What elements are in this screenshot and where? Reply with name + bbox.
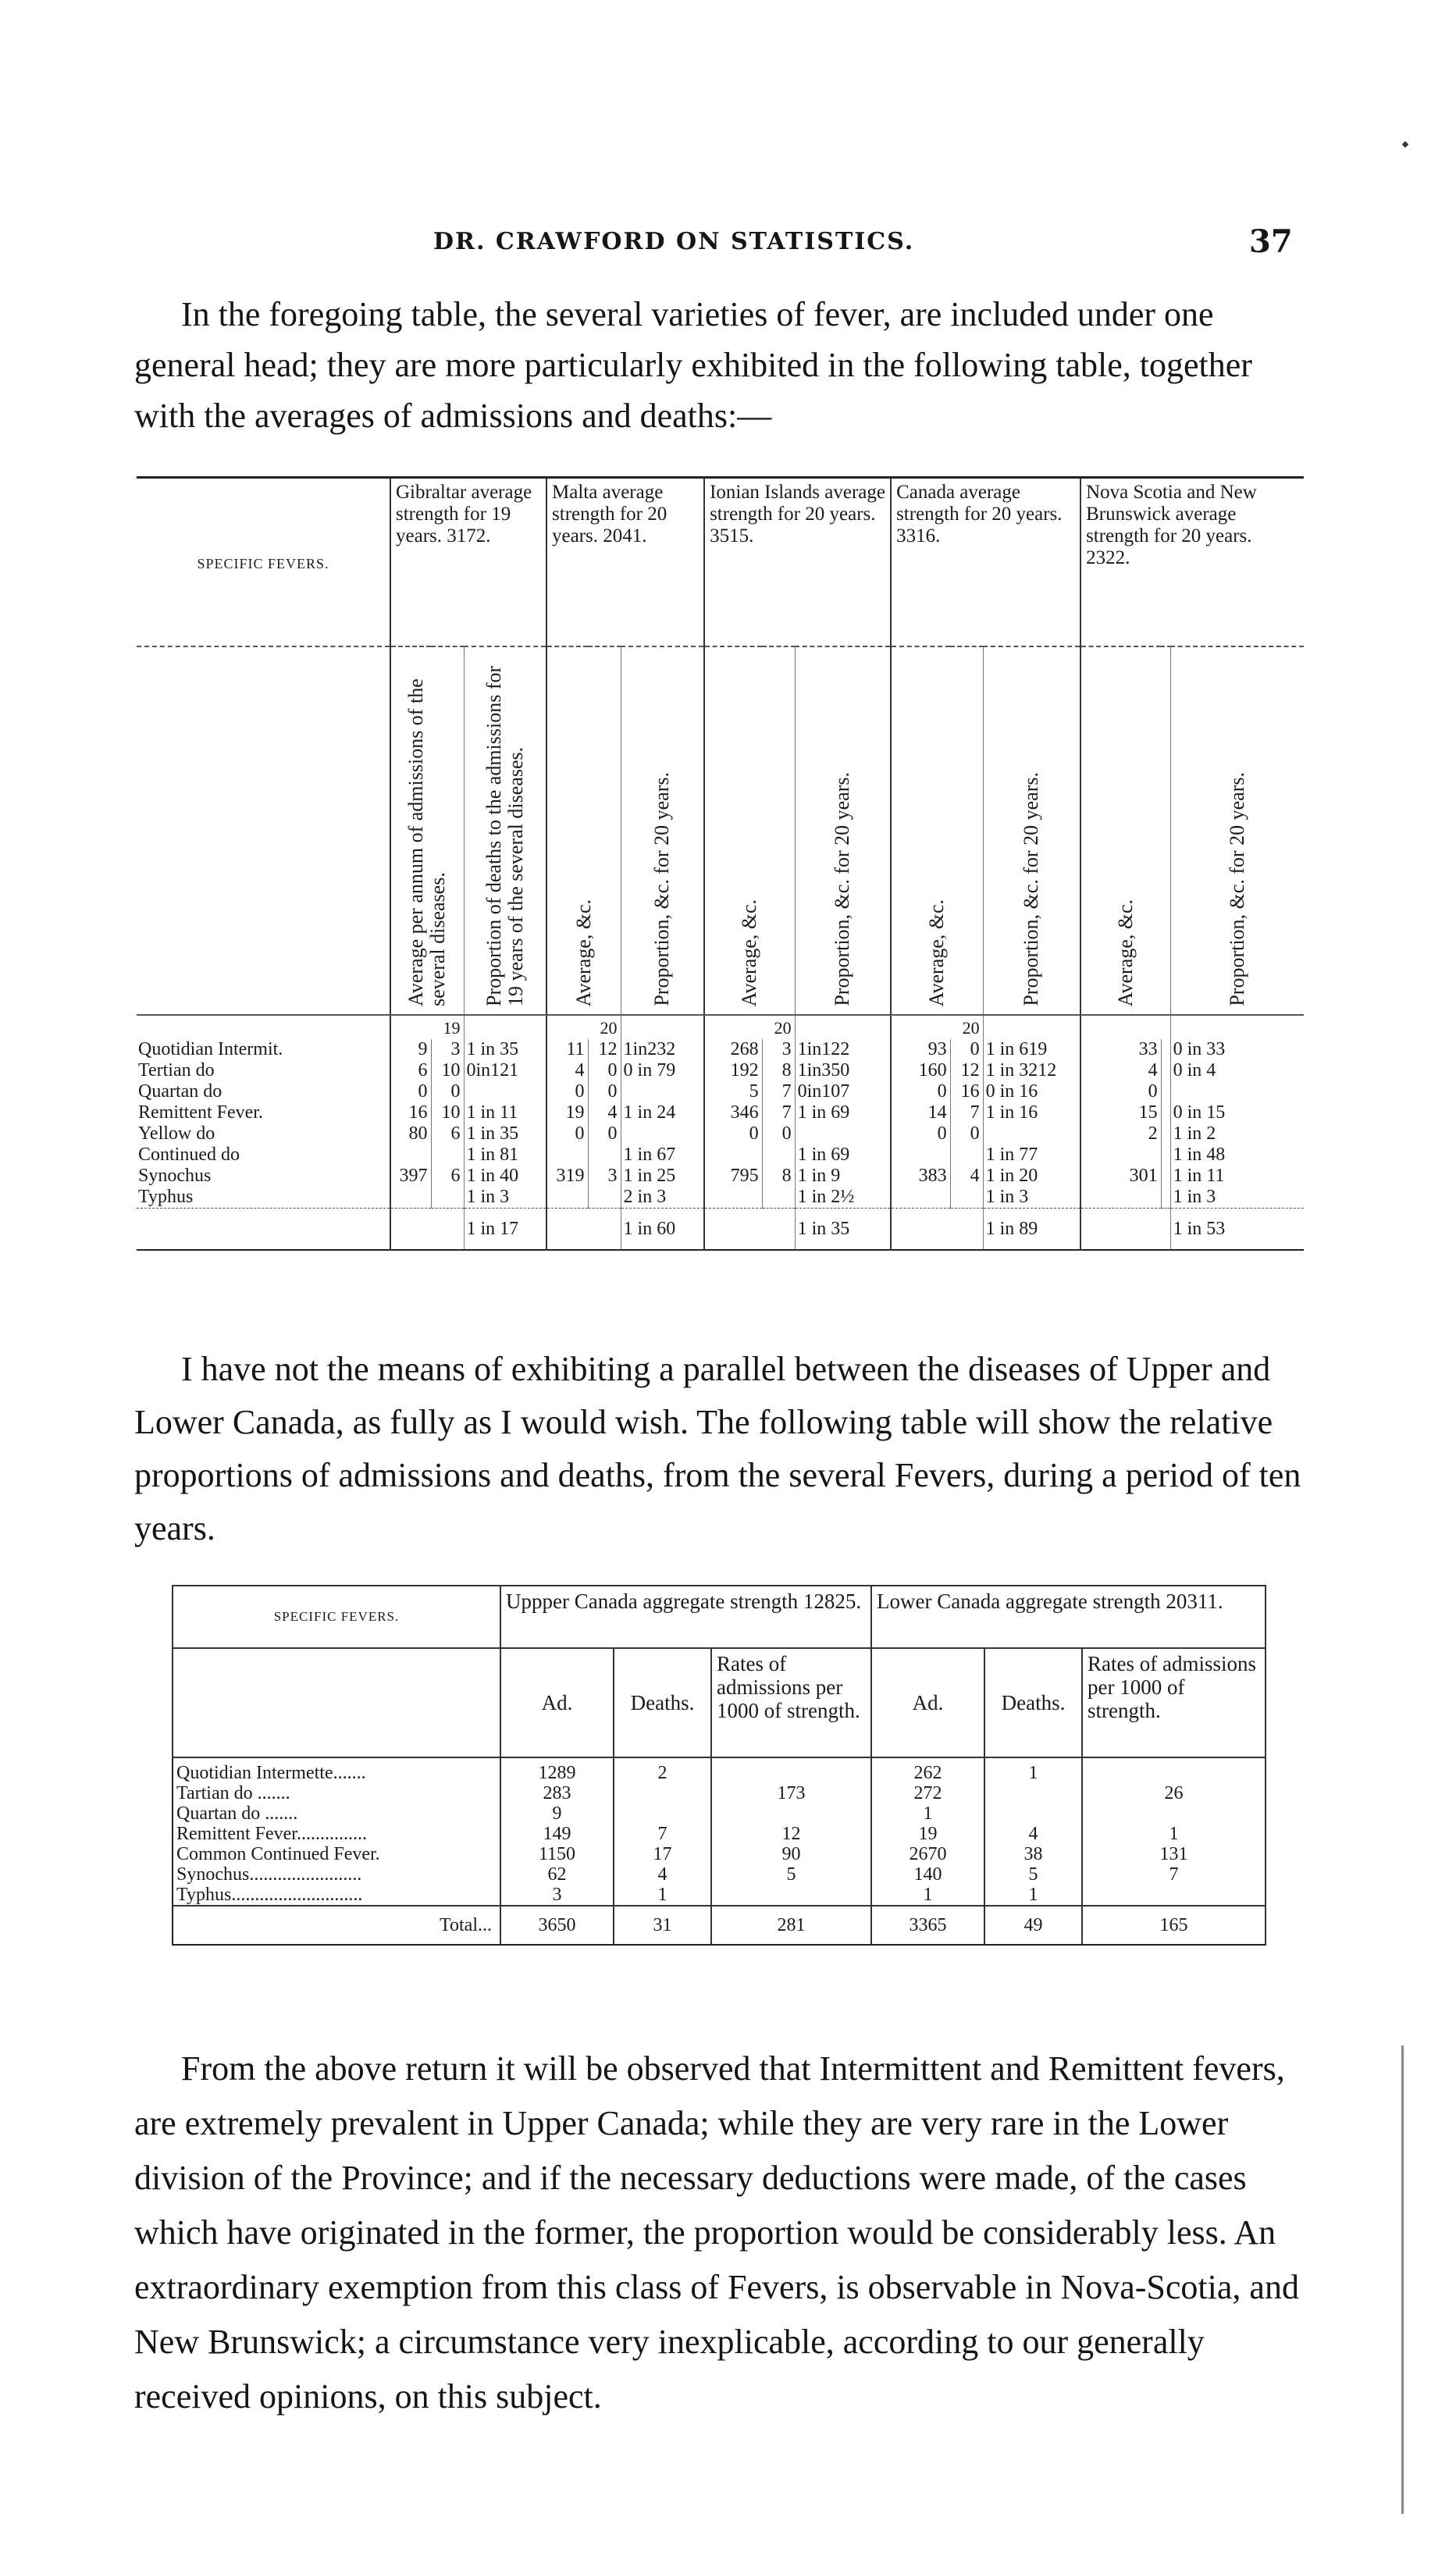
canada-fever-name: Quartan do ....... bbox=[173, 1803, 500, 1824]
canada-proportion-cell: 1 in 16 bbox=[983, 1102, 1080, 1123]
canada-admissions-cell bbox=[891, 1145, 950, 1166]
malta-admissions-cell bbox=[546, 1145, 588, 1166]
canada-proportion-cell: 1 in 20 bbox=[983, 1166, 1080, 1187]
malta-deaths-cell bbox=[588, 1187, 621, 1209]
nova-scotia-admissions-cell: 15 bbox=[1080, 1102, 1161, 1123]
ionian-deaths-cell: 3 bbox=[762, 1039, 795, 1060]
canada-deaths-cell bbox=[950, 1145, 983, 1166]
nova-scotia-proportion-cell: 0 in 33 bbox=[1170, 1039, 1304, 1060]
canada-l-d-cell: 4 bbox=[984, 1824, 1082, 1844]
canada-u-r-cell: 90 bbox=[711, 1844, 871, 1864]
gibraltar-average-subheader bbox=[390, 646, 464, 1015]
years-blank bbox=[983, 1015, 1080, 1039]
gibraltar-deaths-cell: 10 bbox=[431, 1102, 464, 1123]
nova-scotia-deaths-cell bbox=[1161, 1102, 1170, 1123]
canada-u-d-cell: 2 bbox=[614, 1757, 711, 1783]
gibraltar-proportion-cell: 1 in 81 bbox=[464, 1145, 546, 1166]
canada-proportion-cell: 1 in 3 bbox=[983, 1187, 1080, 1209]
canada-admissions-cell: 160 bbox=[891, 1060, 950, 1081]
canada-fever-row bbox=[173, 1803, 1266, 1824]
canada-u-r-cell: 5 bbox=[711, 1864, 871, 1885]
malta-deaths-cell bbox=[588, 1145, 621, 1166]
canada-u-d-cell: 7 bbox=[614, 1824, 711, 1844]
running-head: DR. CRAWFORD ON STATISTICS. bbox=[433, 228, 915, 255]
ionian-proportion-subheader bbox=[795, 646, 891, 1015]
canada-l-d-cell bbox=[984, 1783, 1082, 1803]
ionian-proportion-cell bbox=[795, 1123, 891, 1145]
ionian-admissions-cell: 795 bbox=[704, 1166, 762, 1187]
canada-fever-name: Tartian do ....... bbox=[173, 1783, 500, 1803]
canada-fever-name: Common Continued Fever. bbox=[173, 1844, 500, 1864]
nova-scotia-deaths-cell bbox=[1161, 1123, 1170, 1145]
nova-scotia-total-proportion: 1 in 53 bbox=[1170, 1209, 1304, 1251]
fever-row bbox=[137, 1145, 1304, 1166]
canada-fever-row bbox=[173, 1783, 1266, 1803]
ionian-deaths-cell: 7 bbox=[762, 1102, 795, 1123]
nova-scotia-admissions-cell: 4 bbox=[1080, 1060, 1161, 1081]
gibraltar-deaths-cell bbox=[431, 1145, 464, 1166]
gibraltar-average-label: Average per annum of admissions of the several diseases. bbox=[404, 673, 450, 1006]
canada-deaths-cell: 4 bbox=[950, 1166, 983, 1187]
lower-rates-header: Rates of admissions per 1000 of strength. bbox=[1082, 1648, 1266, 1757]
canada-l-r-cell bbox=[1082, 1885, 1266, 1906]
canada-l-ad-cell: 1 bbox=[871, 1885, 984, 1906]
canada-u-ad-cell: 1289 bbox=[500, 1757, 614, 1783]
canada-fevers-table bbox=[172, 1585, 1266, 1946]
canada-fever-row bbox=[173, 1885, 1266, 1906]
nova-scotia-proportion-cell: 0 in 15 bbox=[1170, 1102, 1304, 1123]
canada-deaths-cell: 12 bbox=[950, 1060, 983, 1081]
fever-name: Synochus bbox=[138, 1166, 212, 1186]
canada-admissions-cell bbox=[891, 1187, 950, 1209]
canada-l-d-cell: 1 bbox=[984, 1757, 1082, 1783]
canada-proportion-label: Proportion, &c. for 20 years. bbox=[1020, 772, 1043, 1006]
malta-admissions-cell: 319 bbox=[546, 1166, 588, 1187]
canada-u-r-cell bbox=[711, 1885, 871, 1906]
fever-name: Typhus bbox=[138, 1187, 194, 1207]
nova-scotia-admissions-cell bbox=[1080, 1145, 1161, 1166]
gibraltar-proportion-cell: 1 in 11 bbox=[464, 1102, 546, 1123]
gibraltar-deaths-cell bbox=[431, 1187, 464, 1209]
canada-deaths-cell: 0 bbox=[950, 1123, 983, 1145]
canada-proportion-cell: 1 in 619 bbox=[983, 1039, 1080, 1060]
ionian-proportion-cell: 1 in 69 bbox=[795, 1145, 891, 1166]
nova-scotia-admissions-cell: 33 bbox=[1080, 1039, 1161, 1060]
canada-u-d-cell bbox=[614, 1783, 711, 1803]
malta-header: Malta average strength for 20 years. 2041. bbox=[546, 478, 704, 647]
nova-scotia-proportion-cell: 1 in 2 bbox=[1170, 1123, 1304, 1145]
canada-l-r-cell bbox=[1082, 1803, 1266, 1824]
years-blank bbox=[464, 1015, 546, 1039]
column-subheader-row bbox=[137, 646, 1304, 1015]
canada-l-ad-cell: 140 bbox=[871, 1864, 984, 1885]
canada-l-r-cell bbox=[1082, 1757, 1266, 1783]
gibraltar-admissions-cell: 6 bbox=[390, 1060, 431, 1081]
years-blank bbox=[621, 1015, 704, 1039]
malta-average-label: Average, &c. bbox=[571, 899, 595, 1006]
malta-proportion-cell: 0 in 79 bbox=[621, 1060, 704, 1081]
malta-admissions-cell bbox=[546, 1187, 588, 1209]
gibraltar-admissions-cell bbox=[390, 1145, 431, 1166]
canada-l-r-cell: 7 bbox=[1082, 1864, 1266, 1885]
malta-admissions-cell: 0 bbox=[546, 1081, 588, 1102]
malta-proportion-cell bbox=[621, 1081, 704, 1102]
canada-u-d-cell bbox=[614, 1803, 711, 1824]
malta-proportion-cell: 1 in 25 bbox=[621, 1166, 704, 1187]
canada-admissions-cell: 0 bbox=[891, 1123, 950, 1145]
ionian-admissions-cell: 192 bbox=[704, 1060, 762, 1081]
malta-admissions-cell: 19 bbox=[546, 1102, 588, 1123]
malta-proportion-cell: 1 in 24 bbox=[621, 1102, 704, 1123]
gibraltar-deaths-cell: 10 bbox=[431, 1060, 464, 1081]
nova-scotia-proportion-cell: 1 in 3 bbox=[1170, 1187, 1304, 1209]
ionian-years: 20 bbox=[704, 1015, 795, 1039]
malta-proportion-subheader bbox=[621, 646, 704, 1015]
canada-fever-name: Remittent Fever............... bbox=[173, 1824, 500, 1844]
canada-paragraph-text: I have not the means of exhibiting a parallel between the diseases of Upper and Lower Canada, as fully as I would wish. The following table will show the relative proportions of admissions and deaths, from the several Fevers, during a period of ten years. bbox=[134, 1350, 1301, 1547]
upper-rates-header: Rates of admissions per 1000 of strength. bbox=[711, 1648, 871, 1757]
nova-scotia-admissions-cell: 301 bbox=[1080, 1166, 1161, 1187]
years-blank bbox=[795, 1015, 891, 1039]
ionian-proportion-cell: 0in107 bbox=[795, 1081, 891, 1102]
fever-name: Tertian do bbox=[138, 1060, 215, 1081]
ionian-admissions-cell bbox=[704, 1145, 762, 1166]
stub-subheader-cell bbox=[137, 646, 390, 1015]
malta-deaths-cell: 0 bbox=[588, 1060, 621, 1081]
canada-admissions-cell: 93 bbox=[891, 1039, 950, 1060]
canada-totals-row bbox=[173, 1906, 1266, 1945]
canada-deaths-cell: 7 bbox=[950, 1102, 983, 1123]
canada-l-r-cell: 26 bbox=[1082, 1783, 1266, 1803]
canada-u-ad-cell: 149 bbox=[500, 1824, 614, 1844]
gibraltar-admissions-cell: 16 bbox=[390, 1102, 431, 1123]
malta-total-proportion: 1 in 60 bbox=[621, 1209, 704, 1251]
gibraltar-proportion-cell bbox=[464, 1081, 546, 1102]
malta-deaths-cell: 4 bbox=[588, 1102, 621, 1123]
canada-years: 20 bbox=[891, 1015, 983, 1039]
canada-total-u-d: 31 bbox=[614, 1906, 711, 1945]
fever-row bbox=[137, 1123, 1304, 1145]
fever-name: Quotidian Intermit. bbox=[138, 1039, 283, 1059]
canada-total-l-r: 165 bbox=[1082, 1906, 1266, 1945]
ionian-proportion-cell: 1in122 bbox=[795, 1039, 891, 1060]
nova-scotia-proportion-cell bbox=[1170, 1081, 1304, 1102]
canada-l-d-cell: 38 bbox=[984, 1844, 1082, 1864]
nova-scotia-totals-blank bbox=[1080, 1209, 1170, 1251]
canada-deaths-cell bbox=[950, 1187, 983, 1209]
canada-l-r-cell: 1 bbox=[1082, 1824, 1266, 1844]
nova-scotia-admissions-cell: 2 bbox=[1080, 1123, 1161, 1145]
nova-scotia-average-subheader bbox=[1080, 646, 1170, 1015]
canada-header: Canada average strength for 20 years. 3316. bbox=[891, 478, 1080, 647]
specific-fevers-header: SPECIFIC FEVERS. bbox=[137, 478, 390, 647]
gibraltar-proportion-label: Proportion of deaths to the admissions for 19 years of the several diseases. bbox=[482, 660, 527, 1006]
page-edge-rule bbox=[1401, 2045, 1404, 2514]
fever-stations-table bbox=[137, 476, 1304, 1251]
gibraltar-admissions-cell: 0 bbox=[390, 1081, 431, 1102]
ionian-admissions-cell: 5 bbox=[704, 1081, 762, 1102]
fever-row bbox=[137, 1060, 1304, 1081]
lower-deaths-header: Deaths. bbox=[984, 1648, 1082, 1757]
ionian-admissions-cell bbox=[704, 1187, 762, 1209]
nova-scotia-admissions-cell: 0 bbox=[1080, 1081, 1161, 1102]
ionian-average-subheader bbox=[704, 646, 795, 1015]
page-number: 37 bbox=[1249, 223, 1293, 260]
gibraltar-proportion-cell: 1 in 35 bbox=[464, 1123, 546, 1145]
canada-l-ad-cell: 262 bbox=[871, 1757, 984, 1783]
conclusion-paragraph-text: From the above return it will be observed that Intermittent and Remittent fevers, are extremely prevalent in Upper Canada; while they are very rare in the Lower division of the Province; and if the necessary deductions were made, of the cases which have originated in the former, the proportion would be considerably less. An extraordinary exemption from this class of Fevers, is observable in Nova-Scotia, and New Brunswick; a circumstance very inexplicable, according to our generally received opinions, on this subject. bbox=[134, 2049, 1299, 2416]
ionian-proportion-cell: 1in350 bbox=[795, 1060, 891, 1081]
canada-average-subheader bbox=[891, 646, 983, 1015]
years-stub bbox=[137, 1015, 390, 1039]
lower-canada-header: Lower Canada aggregate strength 20311. bbox=[871, 1586, 1266, 1648]
gibraltar-deaths-cell: 6 bbox=[431, 1123, 464, 1145]
gibraltar-proportion-subheader bbox=[464, 646, 546, 1015]
canada-fever-name: Synochus........................ bbox=[173, 1864, 500, 1885]
margin-speck bbox=[1402, 141, 1408, 148]
fever-row bbox=[137, 1102, 1304, 1123]
nova-scotia-proportion-cell: 0 in 4 bbox=[1170, 1060, 1304, 1081]
malta-proportion-cell: 2 in 3 bbox=[621, 1187, 704, 1209]
canada-u-r-cell: 173 bbox=[711, 1783, 871, 1803]
gibraltar-deaths-cell: 3 bbox=[431, 1039, 464, 1060]
canada-u-r-cell: 12 bbox=[711, 1824, 871, 1844]
ionian-deaths-cell: 8 bbox=[762, 1166, 795, 1187]
ionian-total-proportion: 1 in 35 bbox=[795, 1209, 891, 1251]
canada-average-label: Average, &c. bbox=[925, 899, 949, 1006]
canada-admissions-cell: 14 bbox=[891, 1102, 950, 1123]
canada-totals-blank bbox=[891, 1209, 983, 1251]
gibraltar-proportion-cell: 1 in 40 bbox=[464, 1166, 546, 1187]
canada-total-l-d: 49 bbox=[984, 1906, 1082, 1945]
fever-name: Remittent Fever. bbox=[138, 1102, 263, 1123]
gibraltar-admissions-cell: 9 bbox=[390, 1039, 431, 1060]
gibraltar-proportion-cell: 1 in 35 bbox=[464, 1039, 546, 1060]
canada-deaths-cell: 16 bbox=[950, 1081, 983, 1102]
malta-deaths-cell: 0 bbox=[588, 1081, 621, 1102]
canada-admissions-cell: 383 bbox=[891, 1166, 950, 1187]
fever-row bbox=[137, 1081, 1304, 1102]
upper-canada-header: Uppper Canada aggregate strength 12825. bbox=[500, 1586, 871, 1648]
ionian-totals-blank bbox=[704, 1209, 795, 1251]
fever-row bbox=[137, 1187, 1304, 1209]
t2-specific-fevers-header: SPECIFIC FEVERS. bbox=[173, 1586, 500, 1648]
nova-scotia-proportion-cell: 1 in 11 bbox=[1170, 1166, 1304, 1187]
nova-scotia-deaths-cell bbox=[1161, 1145, 1170, 1166]
gibraltar-admissions-cell bbox=[390, 1187, 431, 1209]
canada-total-label: Total... bbox=[173, 1906, 500, 1945]
canada-fever-row bbox=[173, 1824, 1266, 1844]
canada-proportion-subheader bbox=[983, 646, 1080, 1015]
nova-scotia-deaths-cell bbox=[1161, 1039, 1170, 1060]
ionian-proportion-cell: 1 in 69 bbox=[795, 1102, 891, 1123]
fever-row bbox=[137, 1166, 1304, 1187]
canada-proportion-cell bbox=[983, 1123, 1080, 1145]
upper-ad-header: Ad. bbox=[500, 1648, 614, 1757]
years-row bbox=[137, 1015, 1304, 1039]
canada-l-ad-cell: 272 bbox=[871, 1783, 984, 1803]
nova-scotia-deaths-cell bbox=[1161, 1187, 1170, 1209]
ionian-proportion-cell: 1 in 9 bbox=[795, 1166, 891, 1187]
nova-scotia-deaths-cell bbox=[1161, 1060, 1170, 1081]
canada-l-r-cell: 131 bbox=[1082, 1844, 1266, 1864]
gibraltar-deaths-cell: 0 bbox=[431, 1081, 464, 1102]
canada-fever-row bbox=[173, 1757, 1266, 1783]
ionian-proportion-label: Proportion, &c. for 20 years. bbox=[831, 772, 854, 1006]
nova-scotia-years bbox=[1080, 1015, 1170, 1039]
lower-ad-header: Ad. bbox=[871, 1648, 984, 1757]
fever-name: Quartan do bbox=[138, 1081, 222, 1102]
totals-stub bbox=[137, 1209, 390, 1251]
nova-scotia-header: Nova Scotia and New Brunswick average strength for 20 years. 2322. bbox=[1080, 478, 1304, 647]
canada-total-u-ad: 3650 bbox=[500, 1906, 614, 1945]
malta-average-subheader bbox=[546, 646, 621, 1015]
malta-admissions-cell: 11 bbox=[546, 1039, 588, 1060]
malta-proportion-cell: 1in232 bbox=[621, 1039, 704, 1060]
t2-stub-blank bbox=[173, 1648, 500, 1757]
malta-admissions-cell: 4 bbox=[546, 1060, 588, 1081]
conclusion-paragraph bbox=[134, 2042, 1305, 2424]
gibraltar-header: Gibraltar average strength for 19 years. 3172. bbox=[390, 478, 546, 647]
fever-name: Yellow do bbox=[138, 1123, 215, 1144]
malta-deaths-cell: 0 bbox=[588, 1123, 621, 1145]
ionian-admissions-cell: 0 bbox=[704, 1123, 762, 1145]
canada-header-row bbox=[173, 1586, 1266, 1648]
gibraltar-total-proportion: 1 in 17 bbox=[464, 1209, 546, 1251]
gibraltar-admissions-cell: 80 bbox=[390, 1123, 431, 1145]
gibraltar-proportion-cell: 0in121 bbox=[464, 1060, 546, 1081]
canada-total-proportion: 1 in 89 bbox=[983, 1209, 1080, 1251]
canada-u-d-cell: 4 bbox=[614, 1864, 711, 1885]
canada-total-u-r: 281 bbox=[711, 1906, 871, 1945]
gibraltar-years: 19 bbox=[390, 1015, 464, 1039]
canada-l-ad-cell: 2670 bbox=[871, 1844, 984, 1864]
ionian-average-label: Average, &c. bbox=[738, 899, 761, 1006]
ionian-deaths-cell bbox=[762, 1145, 795, 1166]
canada-u-d-cell: 1 bbox=[614, 1885, 711, 1906]
years-blank bbox=[1170, 1015, 1304, 1039]
ionian-deaths-cell: 7 bbox=[762, 1081, 795, 1102]
nova-scotia-admissions-cell bbox=[1080, 1187, 1161, 1209]
intro-paragraph bbox=[134, 289, 1305, 441]
canada-u-r-cell bbox=[711, 1803, 871, 1824]
canada-proportion-cell: 0 in 16 bbox=[983, 1081, 1080, 1102]
canada-u-d-cell: 17 bbox=[614, 1844, 711, 1864]
canada-deaths-cell: 0 bbox=[950, 1039, 983, 1060]
canada-u-ad-cell: 283 bbox=[500, 1783, 614, 1803]
canada-total-l-ad: 3365 bbox=[871, 1906, 984, 1945]
malta-totals-blank bbox=[546, 1209, 621, 1251]
canada-fever-row bbox=[173, 1864, 1266, 1885]
malta-proportion-label: Proportion, &c. for 20 years. bbox=[650, 772, 674, 1006]
canada-l-ad-cell: 19 bbox=[871, 1824, 984, 1844]
malta-deaths-cell: 12 bbox=[588, 1039, 621, 1060]
ionian-deaths-cell: 8 bbox=[762, 1060, 795, 1081]
ionian-admissions-cell: 268 bbox=[704, 1039, 762, 1060]
gibraltar-proportion-cell: 1 in 3 bbox=[464, 1187, 546, 1209]
canada-l-d-cell bbox=[984, 1803, 1082, 1824]
nova-scotia-average-label: Average, &c. bbox=[1113, 899, 1137, 1006]
totals-row bbox=[137, 1209, 1304, 1251]
canada-admissions-cell: 0 bbox=[891, 1081, 950, 1102]
fever-name: Continued do bbox=[138, 1145, 240, 1165]
nova-scotia-proportion-cell: 1 in 48 bbox=[1170, 1145, 1304, 1166]
canada-u-r-cell bbox=[711, 1757, 871, 1783]
canada-u-ad-cell: 1150 bbox=[500, 1844, 614, 1864]
station-header-row bbox=[137, 478, 1304, 647]
gibraltar-totals-blank bbox=[390, 1209, 464, 1251]
gibraltar-deaths-cell: 6 bbox=[431, 1166, 464, 1187]
nova-scotia-deaths-cell bbox=[1161, 1166, 1170, 1187]
canada-subheader-row bbox=[173, 1648, 1266, 1757]
page-header bbox=[0, 223, 1456, 275]
canada-fever-name: Quotidian Intermette....... bbox=[173, 1757, 500, 1783]
nova-scotia-proportion-label: Proportion, &c. for 20 years. bbox=[1225, 772, 1248, 1006]
gibraltar-admissions-cell: 397 bbox=[390, 1166, 431, 1187]
ionian-proportion-cell: 1 in 2½ bbox=[795, 1187, 891, 1209]
malta-proportion-cell bbox=[621, 1123, 704, 1145]
malta-deaths-cell: 3 bbox=[588, 1166, 621, 1187]
canada-proportion-cell: 1 in 3212 bbox=[983, 1060, 1080, 1081]
ionian-deaths-cell bbox=[762, 1187, 795, 1209]
canada-fever-row bbox=[173, 1844, 1266, 1864]
canada-u-ad-cell: 3 bbox=[500, 1885, 614, 1906]
ionian-admissions-cell: 346 bbox=[704, 1102, 762, 1123]
nova-scotia-deaths-cell bbox=[1161, 1081, 1170, 1102]
canada-l-d-cell: 5 bbox=[984, 1864, 1082, 1885]
malta-proportion-cell: 1 in 67 bbox=[621, 1145, 704, 1166]
upper-deaths-header: Deaths. bbox=[614, 1648, 711, 1757]
canada-fever-name: Typhus............................ bbox=[173, 1885, 500, 1906]
nova-scotia-proportion-subheader bbox=[1170, 646, 1304, 1015]
intro-paragraph-text: In the foregoing table, the several varieties of fever, are included under one general head; they are more particularly exhibited in the following table, together with the averages of admissions and deaths:— bbox=[134, 295, 1252, 435]
malta-admissions-cell: 0 bbox=[546, 1123, 588, 1145]
canada-paragraph bbox=[134, 1343, 1305, 1555]
canada-l-d-cell: 1 bbox=[984, 1885, 1082, 1906]
ionian-islands-header: Ionian Islands average strength for 20 years. 3515. bbox=[704, 478, 891, 647]
ionian-deaths-cell: 0 bbox=[762, 1123, 795, 1145]
canada-u-ad-cell: 9 bbox=[500, 1803, 614, 1824]
canada-l-ad-cell: 1 bbox=[871, 1803, 984, 1824]
canada-u-ad-cell: 62 bbox=[500, 1864, 614, 1885]
malta-years: 20 bbox=[546, 1015, 621, 1039]
fever-row bbox=[137, 1039, 1304, 1060]
canada-proportion-cell: 1 in 77 bbox=[983, 1145, 1080, 1166]
